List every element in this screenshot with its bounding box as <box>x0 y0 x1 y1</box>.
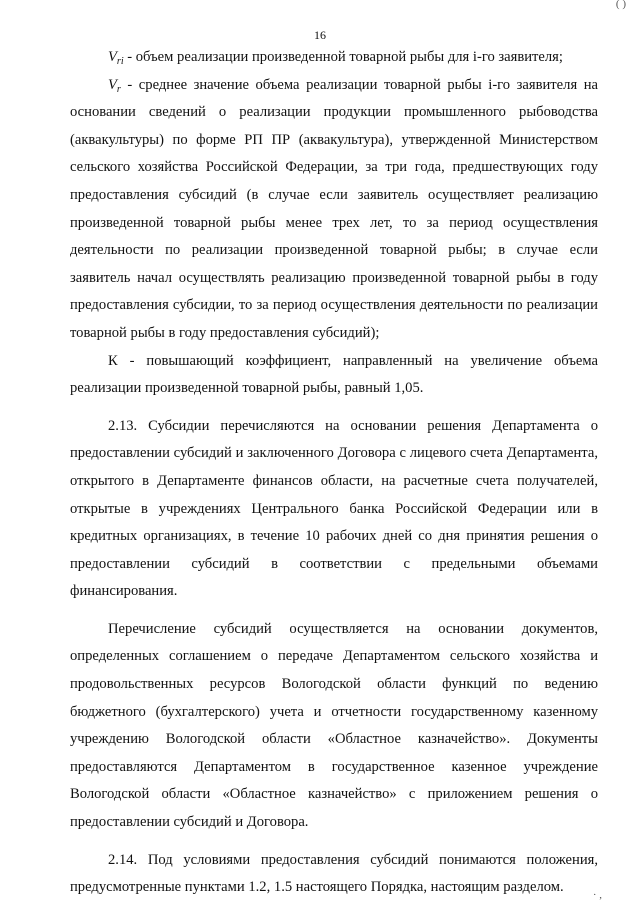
page-number: 16 <box>314 28 326 42</box>
vri-definition-text: - объем реализации произведенной товарной рыбы для i-го заявителя; <box>123 49 563 65</box>
paragraph-k-coefficient: К - повышающий коэффициент, направленный на увеличение объема реализации произведенной товарной рыбы, равный 1,05. <box>70 352 598 397</box>
page-corner-mark-top: ( ) <box>615 0 626 10</box>
paragraph-vri-definition <box>70 44 598 72</box>
vr-definition-text: - среднее значение объема реализации товарной рыбы i-го заявителя на основании сведений о реализации продукции промышленного рыбоводства (аквакультуры) по форме РП ПР (аквакультура), утвержденной Министерством сельского хозяйства Российской Федерации, за три года, предшествующих году предоставления субсидий (в случае если заявитель осуществляет реализацию произведенной товарной рыбы менее трех лет, то за период осуществления деятельности по реализации произведенной товарной рыбы; в случае если заявитель начал осуществлять реализацию произведенной товарной рыбы в году предоставления субсидии, то за период осуществления деятельности по реализации товарной рыбы в году предоставления субсидий); <box>70 76 598 341</box>
paragraph-2-13: 2.13. Субсидии перечисляются на основании решения Департамента о предоставлении субсидий и заключенного Договора с лицевого счета Департамента, открытого в Департаменте финансов области, на расчетные счета получателей, открытые в учреждениях Центрального банка Российской Федерации или в кредитных организациях, в течение 10 рабочих дней со дня принятия решения о предоставлении субсидий в соответствии с предельными объемами финансирования. <box>70 417 598 600</box>
paragraph-transfer-documents: Перечисление субсидий осуществляется на основании документов, определенных соглашением о передаче Департаментом сельского хозяйства и продовольственных ресурсов Вологодской области функций по ведению бюджетного (бухгалтерского) учета и отчетности государственному казенному учреждению Вологодской области «Областное казначейство». Документы предоставляются Департаментом в государственное казенное учреждение Вологодской области «Областное казначейство» с приложением решения о предоставлении субсидий и Договора. <box>70 620 598 831</box>
paragraph-vr-definition <box>70 72 598 348</box>
document-body <box>70 44 598 902</box>
variable-vr: $V_r$ <box>108 76 121 95</box>
page-corner-mark-bottom: · , <box>592 889 602 901</box>
paragraph-2-14: 2.14. Под условиями предоставления субсидий понимаются положения, предусмотренные пунктами 1.2, 1.5 настоящего Порядка, настоящим разделом. <box>70 851 598 896</box>
variable-vri: $V_{ri}$ <box>108 49 124 67</box>
